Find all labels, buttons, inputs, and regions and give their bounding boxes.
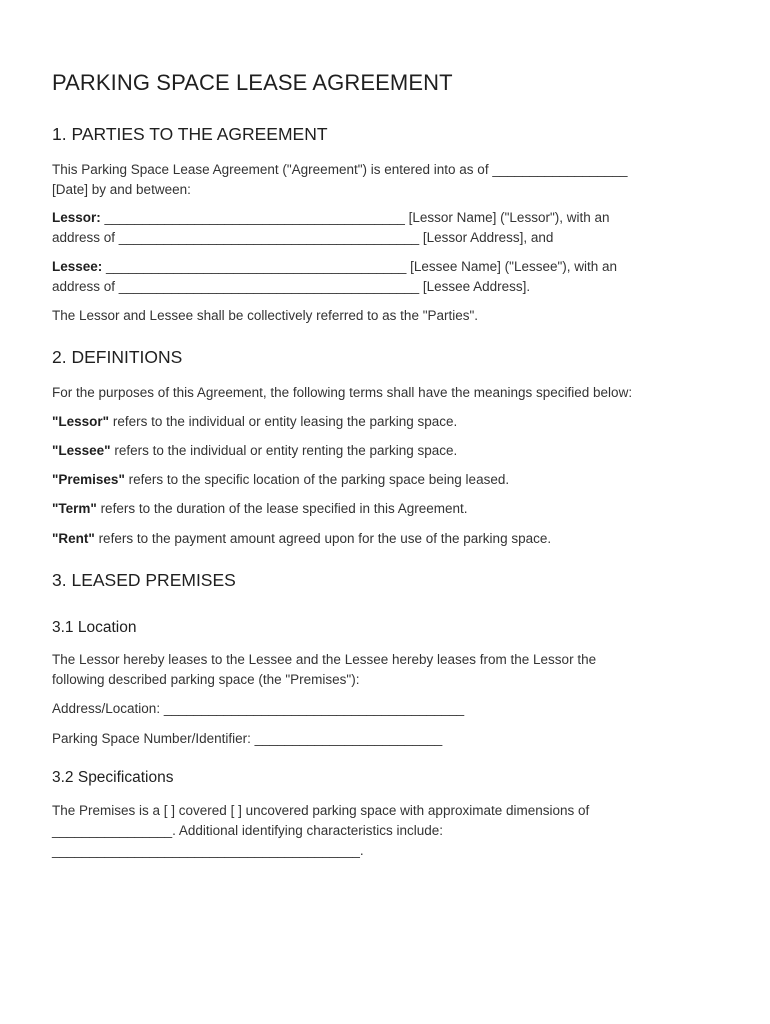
lessor-line-1 [52, 208, 610, 228]
definition-text: refers to the individual or entity leasing the parking space. [109, 414, 458, 429]
definition-term: "Rent" [52, 531, 95, 546]
definition-term: "Lessee" [52, 443, 111, 458]
definition-lessee [52, 441, 457, 461]
specifications-line-2: ________________. Additional identifying characteristics include: [52, 823, 444, 838]
intro-line-2: [Date] by and between: [52, 182, 191, 197]
address-location-field: Address/Location: ________________________________________ [52, 701, 465, 716]
section-2-heading: 2. DEFINITIONS [52, 347, 183, 367]
lessee-label: Lessee: [52, 259, 103, 274]
definition-term: "Lessor" [52, 414, 110, 429]
parking-space-number-field: Parking Space Number/Identifier: _________________________ [52, 731, 443, 746]
lessee-name-blank: ________________________________________ [Lessee Name] ("Lessee"), with an [102, 259, 618, 274]
section-3-heading: 3. LEASED PREMISES [52, 570, 236, 590]
location-line-2: following described parking space (the "Premises"): [52, 672, 360, 687]
lessor-name-blank: ________________________________________ [Lessor Name] ("Lessor"), with an [100, 210, 610, 225]
subsection-3-2-heading: 3.2 Specifications [52, 769, 174, 786]
intro-line-1: This Parking Space Lease Agreement ("Agreement") is entered into as of __________________ [52, 162, 628, 177]
definition-premises [52, 470, 509, 490]
definition-term: "Term" [52, 501, 97, 516]
parties-paragraph: The Lessor and Lessee shall be collectively referred to as the "Parties". [52, 308, 479, 323]
definition-term: "Premises" [52, 472, 125, 487]
definition-text: refers to the duration of the lease specified in this Agreement. [96, 501, 468, 516]
specifications-line-3: _________________________________________. [52, 843, 364, 858]
definition-text: refers to the individual or entity renting the parking space. [110, 443, 458, 458]
document-title: PARKING SPACE LEASE AGREEMENT [52, 70, 453, 95]
section-1-heading: 1. PARTIES TO THE AGREEMENT [52, 124, 328, 144]
lessor-label: Lessor: [52, 210, 101, 225]
definitions-intro: For the purposes of this Agreement, the following terms shall have the meanings specified below: [52, 385, 633, 400]
lessee-line-2: address of ________________________________________ [Lessee Address]. [52, 279, 531, 294]
subsection-3-1-heading: 3.1 Location [52, 619, 137, 636]
definition-text: refers to the specific location of the parking space being leased. [124, 472, 510, 487]
definition-text: refers to the payment amount agreed upon for the use of the parking space. [94, 531, 552, 546]
definition-term-duration [52, 499, 468, 519]
definition-lessor [52, 412, 457, 432]
definition-rent [52, 529, 551, 549]
lessor-line-2: address of ________________________________________ [Lessor Address], and [52, 230, 554, 245]
lessee-line-1 [52, 257, 617, 277]
location-line-1: The Lessor hereby leases to the Lessee and the Lessee hereby leases from the Lessor the [52, 652, 597, 667]
specifications-line-1: The Premises is a [ ] covered [ ] uncovered parking space with approximate dimensions of [52, 803, 590, 818]
